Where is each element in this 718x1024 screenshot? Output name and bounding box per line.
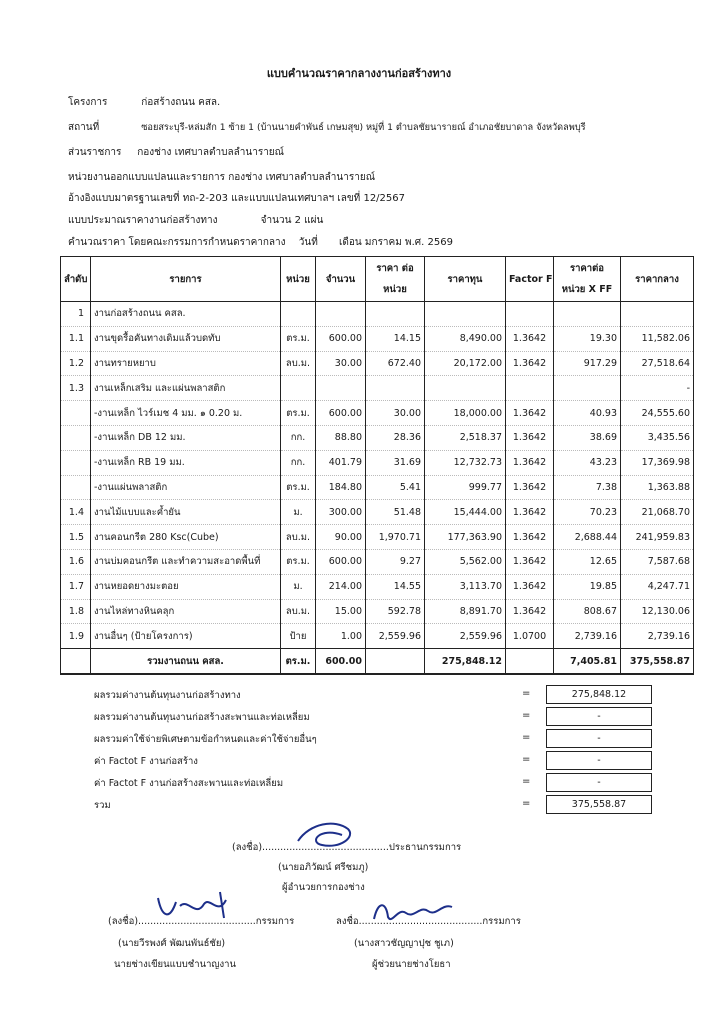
row-cost: 5,562.00 <box>425 549 506 574</box>
agency-value: กองช่าง เทศบาลตำบลลำนารายณ์ <box>137 147 284 158</box>
row-cost: 999.77 <box>425 475 506 500</box>
total-row <box>61 649 694 674</box>
right-name: (นางสาวชัญญาปุช ชูเภ) <box>354 938 454 949</box>
estimate-form-line <box>68 213 323 228</box>
row-total: 1,363.88 <box>621 475 694 500</box>
chair-sign-line: (ลงชื่อ)..........................................ประธานกรรมการ <box>232 842 462 853</box>
row-qty: 30.00 <box>316 351 366 376</box>
row-unit-ff: 12.65 <box>554 549 621 574</box>
row-total: 17,369.98 <box>621 450 694 475</box>
summary-row <box>94 798 654 820</box>
summary-value: - <box>546 729 652 748</box>
row-unit-price: 28.36 <box>366 425 425 450</box>
row-unit: ตร.ม. <box>281 549 316 574</box>
row-qty: 88.80 <box>316 425 366 450</box>
row-cost: 2,518.37 <box>425 425 506 450</box>
col-header-unit-price: ราคา ต่อหน่วย <box>366 257 425 302</box>
right-title: ผู้ช่วยนายช่างโยธา <box>372 959 451 970</box>
summary-equals: = <box>522 732 531 743</box>
table-row <box>61 302 694 327</box>
row-cost <box>425 302 506 327</box>
table-header-row <box>61 257 694 302</box>
total-cost: 275,848.12 <box>425 649 506 674</box>
table-row <box>61 401 694 426</box>
row-unit: ป้าย <box>281 624 316 649</box>
col-header-factor: Factor F <box>506 257 554 302</box>
table-row <box>61 549 694 574</box>
row-unit-ff <box>554 302 621 327</box>
row-qty: 15.00 <box>316 599 366 624</box>
row-no <box>61 475 91 500</box>
row-unit-ff: 2,688.44 <box>554 525 621 550</box>
row-no: 1.4 <box>61 500 91 525</box>
row-unit-price <box>366 376 425 401</box>
summary-label: ผลรวมค่าใช้จ่ายพิเศษตามข้อกำหนดและค่าใช้จ่ายอื่นๆ <box>94 734 317 745</box>
row-unit-price: 31.69 <box>366 450 425 475</box>
row-total: 21,068.70 <box>621 500 694 525</box>
summary-equals: = <box>522 754 531 765</box>
summary-value: - <box>546 773 652 792</box>
row-qty: 300.00 <box>316 500 366 525</box>
row-unit-price: 2,559.96 <box>366 624 425 649</box>
agency-line <box>68 145 284 160</box>
row-total: 7,587.68 <box>621 549 694 574</box>
row-total: 24,555.60 <box>621 401 694 426</box>
summary-equals: = <box>522 776 531 787</box>
col-header-item: รายการ <box>91 257 281 302</box>
row-item: งานทรายหยาบ <box>91 351 281 376</box>
row-total: 2,739.16 <box>621 624 694 649</box>
summary-value: 275,848.12 <box>546 685 652 704</box>
row-unit-price: 9.27 <box>366 549 425 574</box>
left-title: นายช่างเขียนแบบชำนาญงาน <box>114 959 236 970</box>
col-header-unit-ff: ราคาต่อ หน่วย X FF <box>554 257 621 302</box>
row-no: 1 <box>61 302 91 327</box>
col-header-total: ราคากลาง <box>621 257 694 302</box>
summary-label: ผลรวมค่างานต้นทุนงานก่อสร้างสะพานและท่อเหลี่ยม <box>94 712 310 723</box>
row-qty: 600.00 <box>316 326 366 351</box>
col-header-cost: ราคาทุน <box>425 257 506 302</box>
row-unit <box>281 302 316 327</box>
document-title: แบบคำนวณราคากลางงานก่อสร้างทาง <box>266 67 452 80</box>
summary-label: ผลรวมค่างานต้นทุนงานก่อสร้างทาง <box>94 690 241 701</box>
row-unit: ตร.ม. <box>281 475 316 500</box>
row-unit-price: 51.48 <box>366 500 425 525</box>
row-factor: 1.3642 <box>506 450 554 475</box>
summary-value: - <box>546 751 652 770</box>
row-no: 1.6 <box>61 549 91 574</box>
row-no <box>61 450 91 475</box>
summary-equals: = <box>522 688 531 699</box>
table-row <box>61 525 694 550</box>
row-unit <box>281 376 316 401</box>
row-item: งานเหล็กเสริม และแผ่นพลาสติก <box>91 376 281 401</box>
calc-by-line <box>68 235 453 250</box>
row-no: 1.7 <box>61 574 91 599</box>
row-factor: 1.3642 <box>506 549 554 574</box>
row-qty: 214.00 <box>316 574 366 599</box>
left-sign-line: (ลงชื่อ).......................................กรรมการ <box>108 916 295 927</box>
row-unit-price: 14.55 <box>366 574 425 599</box>
row-item: งานขุดรื้อคันทางเดิมแล้วบดทับ <box>91 326 281 351</box>
table-row <box>61 500 694 525</box>
row-total: 11,582.06 <box>621 326 694 351</box>
row-item: -งานเหล็ก DB 12 มม. <box>91 425 281 450</box>
row-qty: 1.00 <box>316 624 366 649</box>
row-qty: 401.79 <box>316 450 366 475</box>
total-label: รวมงานถนน คสล. <box>91 649 281 674</box>
row-factor: 1.0700 <box>506 624 554 649</box>
row-total: 27,518.64 <box>621 351 694 376</box>
row-unit-price: 672.40 <box>366 351 425 376</box>
row-unit: ลบ.ม. <box>281 351 316 376</box>
row-item: -งานแผ่นพลาสติก <box>91 475 281 500</box>
project-label: โครงการ <box>68 97 108 108</box>
row-cost: 177,363.90 <box>425 525 506 550</box>
row-factor: 1.3642 <box>506 574 554 599</box>
right-sign-line: ลงชื่อ.........................................กรรมการ <box>336 916 521 927</box>
summary-equals: = <box>522 710 531 721</box>
summary-label: ค่า Factot F งานก่อสร้าง <box>94 756 198 767</box>
row-total: - <box>621 376 694 401</box>
row-unit: กก. <box>281 425 316 450</box>
row-qty: 600.00 <box>316 401 366 426</box>
row-qty <box>316 376 366 401</box>
row-cost: 12,732.73 <box>425 450 506 475</box>
row-no: 1.3 <box>61 376 91 401</box>
row-item: งานบ่มคอนกรีต และทำความสะอาดพื้นที่ <box>91 549 281 574</box>
row-unit-price: 14.15 <box>366 326 425 351</box>
col-header-unit: หน่วย <box>281 257 316 302</box>
row-cost: 8,490.00 <box>425 326 506 351</box>
row-unit-price: 30.00 <box>366 401 425 426</box>
row-unit-ff: 40.93 <box>554 401 621 426</box>
row-cost: 8,891.70 <box>425 599 506 624</box>
row-unit-ff: 19.30 <box>554 326 621 351</box>
row-unit-ff: 917.29 <box>554 351 621 376</box>
row-total: 241,959.83 <box>621 525 694 550</box>
project-line <box>68 95 220 110</box>
row-item: งานไหล่ทางหินคลุก <box>91 599 281 624</box>
row-no <box>61 401 91 426</box>
row-item: -งานเหล็ก ไวร์เมช 4 มม. ๑ 0.20 ม. <box>91 401 281 426</box>
row-total: 3,435.56 <box>621 425 694 450</box>
price-table <box>60 256 694 675</box>
table-row <box>61 450 694 475</box>
row-no: 1.5 <box>61 525 91 550</box>
row-total: 4,247.71 <box>621 574 694 599</box>
total-unit-ff: 7,405.81 <box>554 649 621 674</box>
row-cost: 2,559.96 <box>425 624 506 649</box>
table-row <box>61 624 694 649</box>
total-price: 375,558.87 <box>621 649 694 674</box>
summary-label: รวม <box>94 800 111 811</box>
row-factor: 1.3642 <box>506 525 554 550</box>
row-factor: 1.3642 <box>506 326 554 351</box>
row-cost: 20,172.00 <box>425 351 506 376</box>
row-cost: 15,444.00 <box>425 500 506 525</box>
project-value: ก่อสร้างถนน คสล. <box>141 97 221 108</box>
row-no: 1.2 <box>61 351 91 376</box>
table-row <box>61 376 694 401</box>
row-item: งานหยอดยางมะตอย <box>91 574 281 599</box>
row-factor: 1.3642 <box>506 401 554 426</box>
row-qty: 184.80 <box>316 475 366 500</box>
location-value: ซอยสระบุรี-หล่มสัก 1 ซ้าย 1 (บ้านนายคำพันธ์ เกษมสุข) หมู่ที่ 1 ตำบลชัยนารายณ์ อำเภอชัยบาดาล จังหวัดลพบุรี <box>141 122 586 133</box>
col-header-qty: จำนวน <box>316 257 366 302</box>
reference-line: อ้างอิงแบบมาตรฐานเลขที่ ทถ-2-203 และแบบแปลนเทศบาลฯ เลขที่ 12/2567 <box>68 193 405 204</box>
calc-by: คำนวณราคา โดยคณะกรรมการกำหนดราคากลาง <box>68 237 286 248</box>
location-line <box>68 120 586 135</box>
col-header-no: ลำดับ <box>61 257 91 302</box>
date-value: เดือน มกราคม พ.ศ. 2569 <box>338 237 453 248</box>
row-no <box>61 425 91 450</box>
row-unit: ลบ.ม. <box>281 525 316 550</box>
row-qty: 90.00 <box>316 525 366 550</box>
location-label: สถานที่ <box>68 122 100 133</box>
table-row <box>61 599 694 624</box>
row-no: 1.8 <box>61 599 91 624</box>
table-row <box>61 574 694 599</box>
total-qty: 600.00 <box>316 649 366 674</box>
row-unit-price <box>366 302 425 327</box>
row-item: งานคอนกรีต 280 Ksc(Cube) <box>91 525 281 550</box>
row-unit-ff: 70.23 <box>554 500 621 525</box>
row-item: งานก่อสร้างถนน คสล. <box>91 302 281 327</box>
row-factor <box>506 302 554 327</box>
row-unit: กก. <box>281 450 316 475</box>
row-unit-ff: 2,739.16 <box>554 624 621 649</box>
summary-label: ค่า Factot F งานก่อสร้างสะพานและท่อเหลี่ยม <box>94 778 284 789</box>
row-unit: ม. <box>281 574 316 599</box>
row-unit: ม. <box>281 500 316 525</box>
row-factor: 1.3642 <box>506 599 554 624</box>
row-unit-ff <box>554 376 621 401</box>
row-cost <box>425 376 506 401</box>
row-cost: 18,000.00 <box>425 401 506 426</box>
date-label: วันที่ <box>298 237 318 248</box>
summary-equals: = <box>522 798 531 809</box>
row-total <box>621 302 694 327</box>
row-item: -งานเหล็ก RB 19 มม. <box>91 450 281 475</box>
row-cost: 3,113.70 <box>425 574 506 599</box>
row-unit-ff: 808.67 <box>554 599 621 624</box>
row-unit: ตร.ม. <box>281 401 316 426</box>
row-qty <box>316 302 366 327</box>
summary-value: - <box>546 707 652 726</box>
estimate-form: แบบประมาณราคางานก่อสร้างทาง <box>68 215 218 226</box>
row-factor: 1.3642 <box>506 500 554 525</box>
row-item: งานอื่นๆ (ป้ายโครงการ) <box>91 624 281 649</box>
row-factor <box>506 376 554 401</box>
table-row <box>61 425 694 450</box>
row-unit-ff: 43.23 <box>554 450 621 475</box>
row-item: งานไม้แบบและค้ำยัน <box>91 500 281 525</box>
row-factor: 1.3642 <box>506 351 554 376</box>
chair-title: ผู้อำนวยการกองช่าง <box>282 882 365 893</box>
row-factor: 1.3642 <box>506 475 554 500</box>
design-unit-line: หน่วยงานออกแบบแปลนและรายการ กองช่าง เทศบาลตำบลลำนารายณ์ <box>68 172 375 183</box>
row-unit-price: 592.78 <box>366 599 425 624</box>
row-unit-ff: 38.69 <box>554 425 621 450</box>
row-unit: ลบ.ม. <box>281 599 316 624</box>
agency-label: ส่วนราชการ <box>68 147 122 158</box>
row-unit-ff: 7.38 <box>554 475 621 500</box>
total-unit: ตร.ม. <box>281 649 316 674</box>
row-unit-price: 5.41 <box>366 475 425 500</box>
row-unit: ตร.ม. <box>281 326 316 351</box>
row-unit-price: 1,970.71 <box>366 525 425 550</box>
row-factor: 1.3642 <box>506 425 554 450</box>
row-total: 12,130.06 <box>621 599 694 624</box>
summary-value: 375,558.87 <box>546 795 652 814</box>
left-name: (นายวีรพงศ์ พัฒนพันธ์ชัย) <box>118 938 226 949</box>
chair-name: (นายอภิวัฒน์ ศรีชมภู) <box>278 862 369 873</box>
sheet-count: จำนวน 2 แผ่น <box>260 215 324 226</box>
table-row <box>61 326 694 351</box>
row-unit-ff: 19.85 <box>554 574 621 599</box>
table-row <box>61 475 694 500</box>
row-qty: 600.00 <box>316 549 366 574</box>
row-no: 1.1 <box>61 326 91 351</box>
row-no: 1.9 <box>61 624 91 649</box>
table-row <box>61 351 694 376</box>
